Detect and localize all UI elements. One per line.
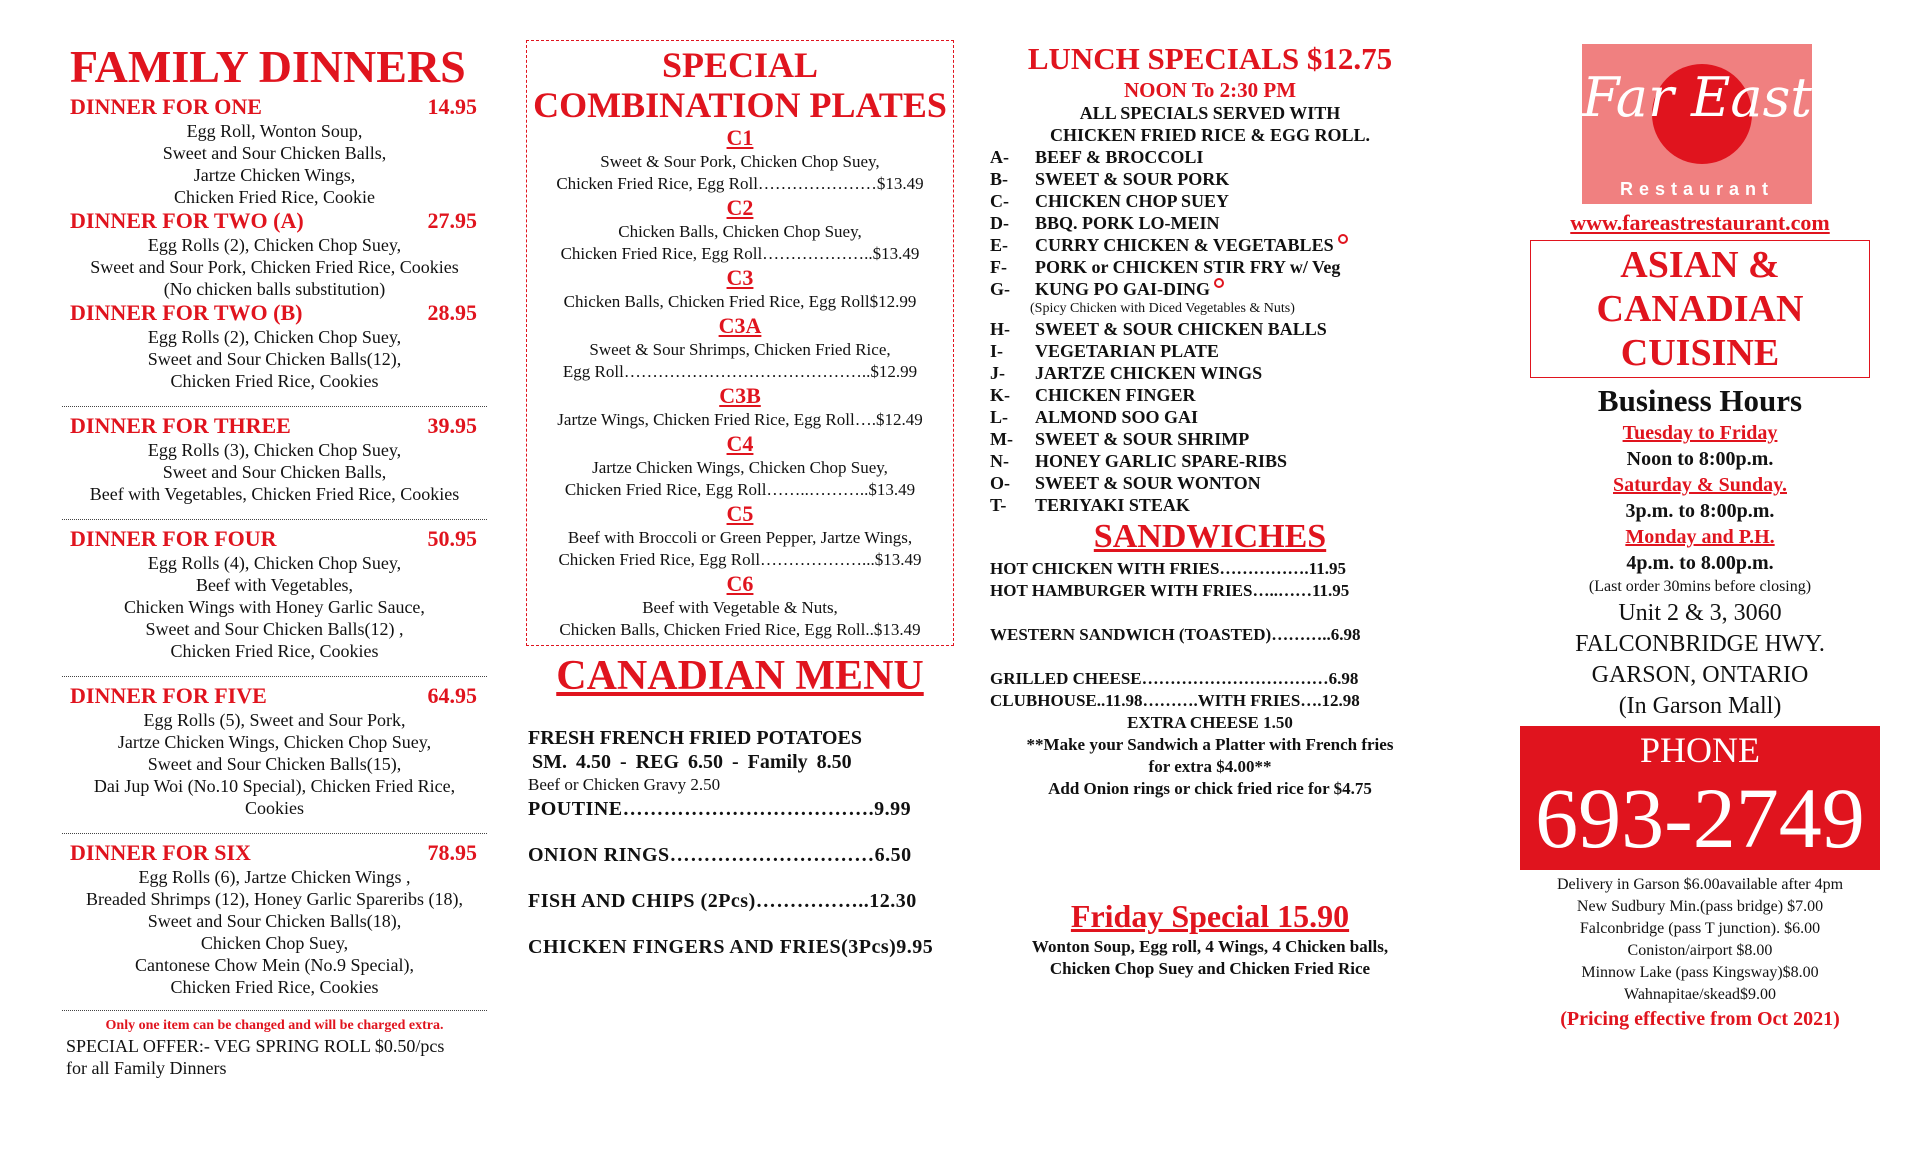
cuisine-line: CUISINE bbox=[1620, 332, 1780, 374]
cuisine-line: CANADIAN bbox=[1596, 288, 1804, 330]
special-offer: for all Family Dinners bbox=[66, 1058, 227, 1078]
combination-title: COMBINATION PLATES bbox=[533, 85, 947, 125]
canadian-item: ONION RINGS…………………………6.50 bbox=[528, 844, 912, 866]
dinner-line: Chicken Fried Rice, Cookies bbox=[170, 641, 379, 661]
plate-line: Chicken Fried Rice, Egg Roll………………..$13.49 bbox=[560, 244, 920, 263]
divider bbox=[62, 676, 487, 677]
dinner-line: Egg Rolls (2), Chicken Chop Suey, bbox=[147, 235, 402, 255]
plate-code: C3 bbox=[726, 265, 754, 290]
sandwich-spacer bbox=[990, 646, 1430, 668]
extra-cheese: EXTRA CHEESE 1.50 bbox=[1127, 713, 1293, 732]
lunch-item bbox=[990, 406, 1430, 428]
fries-sizes: SM. 4.50 - REG 6.50 - Family 8.50 bbox=[532, 751, 852, 773]
dinner-line: Sweet and Sour Chicken Balls(15), bbox=[147, 754, 402, 774]
address-line: Unit 2 & 3, 3060 bbox=[1618, 600, 1782, 626]
delivery-line: Delivery in Garson $6.00available after 4pm bbox=[1556, 876, 1844, 893]
spicy-icon bbox=[1214, 278, 1224, 288]
dinner-line: Egg Rolls (6), Jartze Chicken Wings , bbox=[138, 867, 411, 887]
item-code: D- bbox=[990, 213, 1009, 233]
info-column bbox=[1520, 44, 1880, 1032]
combination-title: SPECIAL bbox=[661, 45, 819, 85]
last-order-note: (Last order 30mins before closing) bbox=[1588, 578, 1812, 595]
delivery-line: Coniston/airport $8.00 bbox=[1627, 942, 1773, 959]
lunch-item bbox=[990, 278, 1430, 300]
item-code: T- bbox=[990, 495, 1007, 515]
hours-day: Tuesday to Friday bbox=[1622, 422, 1778, 444]
plate-code: C5 bbox=[726, 501, 754, 526]
lunch-served: CHICKEN FRIED RICE & EGG ROLL. bbox=[1049, 125, 1371, 145]
dinner-line: Sweet and Sour Chicken Balls(12), bbox=[147, 349, 402, 369]
item-code: I- bbox=[990, 341, 1003, 361]
lunch-item bbox=[990, 318, 1430, 340]
item-name: SWEET & SOUR WONTON bbox=[1035, 473, 1261, 493]
dinner-price: 50.95 bbox=[427, 526, 477, 551]
dinner-line: Jartze Chicken Wings, Chicken Chop Suey, bbox=[117, 732, 432, 752]
pricing-note: (Pricing effective from Oct 2021) bbox=[1560, 1008, 1840, 1030]
dinner-name: DINNER FOR THREE bbox=[70, 413, 291, 438]
dinner-line: Chicken Fried Rice, Cookie bbox=[174, 187, 375, 207]
plate-line: Beef with Vegetable & Nuts, bbox=[642, 598, 838, 617]
hours-time: 3p.m. to 8:00p.m. bbox=[1625, 500, 1775, 522]
sandwiches-title: SANDWICHES bbox=[1093, 518, 1327, 555]
item-name: CURRY CHICKEN & VEGETABLES bbox=[1035, 235, 1334, 255]
phone-box bbox=[1520, 726, 1880, 870]
phone-number[interactable]: 693-2749 bbox=[1535, 770, 1865, 866]
plate-code: C1 bbox=[726, 125, 754, 150]
dinner-line: Sweet and Sour Pork, Chicken Fried Rice, Cookies bbox=[90, 257, 459, 277]
dinner-line: Sweet and Sour Chicken Balls, bbox=[162, 143, 387, 163]
business-hours-title: Business Hours bbox=[1597, 383, 1803, 418]
lunch-served: ALL SPECIALS SERVED WITH bbox=[1079, 103, 1341, 123]
dinner-line: Chicken Wings with Honey Garlic Sauce, bbox=[124, 597, 425, 617]
lunch-item bbox=[990, 428, 1430, 450]
dinner-line: Jartze Chicken Wings, bbox=[193, 165, 356, 185]
dinner-item bbox=[62, 94, 487, 208]
dinner-item bbox=[62, 300, 487, 392]
item-name: KUNG PO GAI-DING bbox=[1035, 279, 1210, 299]
item-code: M- bbox=[990, 429, 1013, 449]
plate-line: Jartze Chicken Wings, Chicken Chop Suey, bbox=[592, 458, 888, 477]
item-name: ALMOND SOO GAI bbox=[1035, 407, 1199, 427]
plate-line: Jartze Wings, Chicken Fried Rice, Egg Roll….$12.49 bbox=[557, 410, 923, 429]
dinner-line: (No chicken balls substitution) bbox=[163, 279, 386, 299]
dinner-line: Egg Rolls (2), Chicken Chop Suey, bbox=[147, 327, 402, 347]
dinner-line: Sweet and Sour Chicken Balls, bbox=[162, 462, 387, 482]
item-name: PORK or CHICKEN STIR FRY w/ Veg bbox=[1035, 257, 1341, 277]
dinner-line: Cookies bbox=[244, 798, 304, 818]
sandwich-line: WESTERN SANDWICH (TOASTED)………..6.98 bbox=[990, 625, 1361, 644]
item-code: A- bbox=[990, 147, 1009, 167]
item-name: CHICKEN FINGER bbox=[1035, 385, 1196, 405]
plate-line: Egg Roll……………………………………..$12.99 bbox=[562, 362, 918, 381]
lunch-column bbox=[990, 40, 1430, 980]
item-code: O- bbox=[990, 473, 1010, 493]
item-name: JARTZE CHICKEN WINGS bbox=[1035, 363, 1263, 383]
lunch-time: NOON To 2:30 PM bbox=[1123, 78, 1297, 102]
lunch-item bbox=[990, 340, 1430, 362]
item-code: C- bbox=[990, 191, 1009, 211]
item-name: SWEET & SOUR SHRIMP bbox=[1035, 429, 1250, 449]
plate-line: Chicken Fried Rice, Egg Roll……..………..$13.49 bbox=[564, 480, 916, 499]
substitution-note: Only one item can be changed and will be charged extra. bbox=[105, 1018, 444, 1033]
dinner-line: Beef with Vegetables, bbox=[195, 575, 354, 595]
item-code: G- bbox=[990, 279, 1010, 299]
delivery-line: New Sudbury Min.(pass bridge) $7.00 bbox=[1576, 898, 1824, 915]
dinner-item bbox=[62, 413, 487, 505]
item-code: L- bbox=[990, 407, 1008, 427]
friday-line: Chicken Chop Suey and Chicken Fried Rice bbox=[1049, 959, 1371, 978]
item-name: BBQ. PORK LO-MEIN bbox=[1035, 213, 1220, 233]
item-name: SWEET & SOUR CHICKEN BALLS bbox=[1035, 319, 1327, 339]
dinner-line: Sweet and Sour Chicken Balls(18), bbox=[147, 911, 402, 931]
dinner-line: Sweet and Sour Chicken Balls(12) , bbox=[145, 619, 404, 639]
plate-code: C4 bbox=[726, 431, 754, 456]
dinner-name: DINNER FOR FIVE bbox=[70, 683, 267, 708]
dinner-name: DINNER FOR SIX bbox=[70, 840, 251, 865]
dinner-item bbox=[62, 208, 487, 300]
dinner-line: Cantonese Chow Mein (No.9 Special), bbox=[135, 955, 414, 975]
divider bbox=[62, 406, 487, 407]
sandwich-line: HOT CHICKEN WITH FRIES…………….11.95 bbox=[990, 559, 1346, 578]
divider bbox=[62, 1010, 487, 1011]
canadian-item: FISH AND CHIPS (2Pcs)……………..12.30 bbox=[528, 890, 917, 912]
plate-line: Chicken Balls, Chicken Fried Rice, Egg Roll$12.99 bbox=[563, 292, 917, 311]
address-line: GARSON, ONTARIO bbox=[1591, 662, 1809, 688]
dinner-price: 14.95 bbox=[427, 94, 477, 119]
dinner-price: 39.95 bbox=[427, 413, 477, 438]
website-link[interactable]: www.fareastrestaurant.com bbox=[1570, 210, 1830, 235]
family-dinners-column bbox=[62, 40, 487, 1079]
lunch-item bbox=[990, 146, 1430, 168]
sandwich-line: HOT HAMBURGER WITH FRIES…..……11.95 bbox=[990, 581, 1350, 600]
plate-line: Beef with Broccoli or Green Pepper, Jartze Wings, bbox=[567, 528, 913, 547]
sandwich-spacer bbox=[990, 602, 1430, 624]
item-code: B- bbox=[990, 169, 1008, 189]
item-code: F- bbox=[990, 257, 1007, 277]
cuisine-box bbox=[1530, 240, 1870, 378]
dinner-line: Chicken Chop Suey, bbox=[200, 933, 349, 953]
spicy-icon bbox=[1338, 234, 1348, 244]
dinner-line: Chicken Fried Rice, Cookies bbox=[170, 371, 379, 391]
item-name: HONEY GARLIC SPARE-RIBS bbox=[1035, 451, 1288, 471]
lunch-item bbox=[990, 384, 1430, 406]
item-code: N- bbox=[990, 451, 1009, 471]
lunch-item bbox=[990, 450, 1430, 472]
dinner-name: DINNER FOR FOUR bbox=[70, 526, 277, 551]
lunch-item bbox=[990, 190, 1430, 212]
item-name: CHICKEN CHOP SUEY bbox=[1035, 191, 1230, 211]
dinner-line: Breaded Shrimps (12), Honey Garlic Spareribs (18), bbox=[86, 889, 463, 909]
platter-note: for extra $4.00** bbox=[1148, 757, 1272, 776]
address-line: (In Garson Mall) bbox=[1618, 693, 1782, 719]
dinner-price: 28.95 bbox=[427, 300, 477, 325]
plate-code: C2 bbox=[726, 195, 754, 220]
special-offer: SPECIAL OFFER:- VEG SPRING ROLL $0.50/pcs bbox=[66, 1036, 445, 1056]
dinner-line: Egg Rolls (3), Chicken Chop Suey, bbox=[147, 440, 402, 460]
fries-heading: FRESH FRENCH FRIED POTATOES bbox=[528, 727, 862, 749]
logo-subtitle: Restaurant bbox=[1619, 179, 1775, 199]
friday-line: Wonton Soup, Egg roll, 4 Wings, 4 Chicken balls, bbox=[1031, 937, 1389, 956]
lunch-title: LUNCH SPECIALS $12.75 bbox=[1027, 41, 1393, 76]
dinner-price: 64.95 bbox=[427, 683, 477, 708]
item-code: J- bbox=[990, 363, 1005, 383]
canadian-item: POUTINE……………………………….9.99 bbox=[528, 798, 912, 820]
combination-column bbox=[526, 40, 954, 960]
item-code: H- bbox=[990, 319, 1010, 339]
onion-note: Add Onion rings or chick fried rice for $4.75 bbox=[1048, 779, 1372, 798]
item-code: E- bbox=[990, 235, 1008, 255]
friday-special-title: Friday Special 15.90 bbox=[1070, 898, 1350, 934]
lunch-item bbox=[990, 212, 1430, 234]
lunch-item bbox=[990, 168, 1430, 190]
delivery-line: Minnow Lake (pass Kingsway)$8.00 bbox=[1581, 964, 1819, 981]
plate-code: C6 bbox=[726, 571, 754, 596]
plate-line: Chicken Fried Rice, Egg Roll………………...$13.49 bbox=[558, 550, 922, 569]
platter-note: **Make your Sandwich a Platter with French fries bbox=[1026, 735, 1394, 754]
hours-day: Monday and P.H. bbox=[1625, 526, 1775, 548]
dinner-name: DINNER FOR TWO (B) bbox=[70, 300, 303, 325]
combination-plates-box bbox=[526, 40, 954, 646]
item-name: SWEET & SOUR PORK bbox=[1035, 169, 1230, 189]
plate-line: Sweet & Sour Shrimps, Chicken Fried Rice, bbox=[589, 340, 891, 359]
lunch-item bbox=[990, 362, 1430, 384]
dinner-line: Chicken Fried Rice, Cookies bbox=[170, 977, 379, 997]
plate-line: Chicken Balls, Chicken Chop Suey, bbox=[618, 222, 862, 241]
lunch-item bbox=[990, 472, 1430, 494]
dinner-item bbox=[62, 526, 487, 662]
far-east-logo bbox=[1582, 44, 1812, 204]
dinner-line: Egg Rolls (4), Chicken Chop Suey, bbox=[147, 553, 402, 573]
lunch-item bbox=[990, 494, 1430, 516]
item-code: K- bbox=[990, 385, 1010, 405]
canadian-menu-title: CANADIAN MENU bbox=[556, 653, 924, 699]
dinner-line: Egg Roll, Wonton Soup, bbox=[186, 121, 363, 141]
delivery-line: Falconbridge (pass T junction). $6.00 bbox=[1579, 920, 1821, 937]
dinner-price: 78.95 bbox=[427, 840, 477, 865]
divider bbox=[62, 519, 487, 520]
item-name: BEEF & BROCCOLI bbox=[1035, 147, 1204, 167]
lunch-item bbox=[990, 234, 1430, 256]
dinner-line: Beef with Vegetables, Chicken Fried Rice, Cookies bbox=[89, 484, 460, 504]
plate-line: Chicken Fried Rice, Egg Roll…………………$13.49 bbox=[556, 174, 924, 193]
plate-code: C3A bbox=[718, 313, 762, 338]
sandwich-line: GRILLED CHEESE……………………………6.98 bbox=[990, 669, 1359, 688]
dinner-price: 27.95 bbox=[427, 208, 477, 233]
dinner-name: DINNER FOR ONE bbox=[70, 94, 262, 119]
plate-line: Chicken Balls, Chicken Fried Rice, Egg Roll..$13.49 bbox=[559, 620, 921, 639]
sandwich-line: CLUBHOUSE..11.98……….WITH FRIES….12.98 bbox=[990, 691, 1360, 710]
gravy-line: Beef or Chicken Gravy 2.50 bbox=[528, 775, 721, 794]
delivery-line: Wahnapitae/skead$9.00 bbox=[1624, 986, 1776, 1003]
divider bbox=[62, 833, 487, 834]
dinner-line: Dai Jup Woi (No.10 Special), Chicken Fried Rice, bbox=[93, 776, 456, 796]
family-dinners-title: FAMILY DINNERS bbox=[70, 41, 466, 92]
hours-time: 4p.m. to 8.00p.m. bbox=[1626, 552, 1774, 574]
canadian-item: CHICKEN FINGERS AND FRIES(3Pcs)9.95 bbox=[528, 936, 934, 958]
dinner-item bbox=[62, 683, 487, 819]
hours-time: Noon to 8:00p.m. bbox=[1626, 448, 1774, 470]
phone-label: PHONE bbox=[1639, 730, 1760, 770]
cuisine-line: ASIAN & bbox=[1620, 244, 1780, 286]
lunch-item bbox=[990, 256, 1430, 278]
address-line: FALCONBRIDGE HWY. bbox=[1575, 631, 1825, 657]
plate-code: C3B bbox=[719, 383, 761, 408]
dinner-item bbox=[62, 840, 487, 998]
item-name: TERIYAKI STEAK bbox=[1035, 495, 1190, 515]
logo-name: Far East bbox=[1582, 66, 1812, 129]
plate-line: Sweet & Sour Pork, Chicken Chop Suey, bbox=[600, 152, 880, 171]
dinner-name: DINNER FOR TWO (A) bbox=[70, 208, 304, 233]
dinner-line: Egg Rolls (5), Sweet and Sour Pork, bbox=[143, 710, 406, 730]
lunch-item-note: (Spicy Chicken with Diced Vegetables & Nuts) bbox=[1030, 301, 1295, 316]
hours-day: Saturday & Sunday. bbox=[1613, 474, 1787, 496]
item-name: VEGETARIAN PLATE bbox=[1035, 341, 1219, 361]
